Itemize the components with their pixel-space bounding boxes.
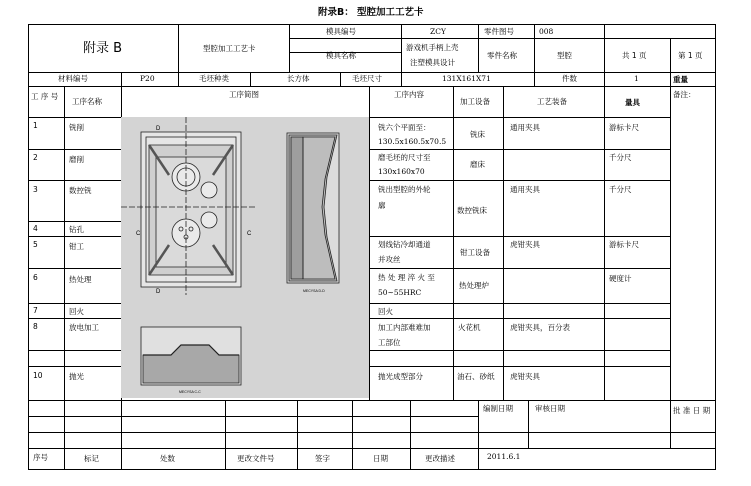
part-no-value: ZCY (430, 27, 446, 36)
step-content: 铣六个平面至： (378, 123, 431, 132)
quantity-value: 1 (634, 74, 639, 83)
section-cc-caption: MECYSA C-C (179, 390, 201, 394)
step-tool: 游标卡尺 (609, 240, 639, 249)
step-content: 划线钻冷却通道 (378, 240, 431, 249)
step-no: 1 (33, 121, 38, 130)
blank-type-value: 长方体 (287, 74, 310, 83)
approve-date-label: 批 准 日 期 (673, 406, 711, 415)
step-equipment: 磨床 (470, 160, 485, 169)
change-doc-label: 更改文件号 (237, 454, 275, 463)
step-content: 抛光成型部分 (378, 372, 423, 381)
step-name: 抛光 (69, 372, 84, 381)
col-step-no: 工 序 号 (31, 92, 59, 101)
quantity-label: 件数 (562, 74, 577, 83)
label-d-bottom: D (156, 289, 161, 295)
part-no-label: 模具编号 (326, 27, 356, 36)
step-tool: 硬度计 (609, 274, 632, 283)
mark-label: 标记 (84, 454, 99, 463)
date-label: 日期 (373, 454, 388, 463)
step-tool: 游标卡尺 (609, 123, 639, 132)
blank-size-label: 毛坯尺寸 (352, 74, 382, 83)
page-title: 附录B： 型腔加工工艺卡 (318, 7, 424, 18)
step-fixture: 虎钳夹具 (510, 240, 540, 249)
label-c-left: C (136, 231, 141, 237)
mold-name-value-1: 游戏机手柄上壳 (406, 43, 459, 52)
count-label: 处数 (160, 454, 175, 463)
sign-label: 签字 (315, 454, 330, 463)
step-name: 热处理 (69, 275, 92, 284)
step-content: 热 处 理 淬 火 至 (378, 273, 435, 282)
col-tool: 量具 (625, 98, 640, 107)
step-content: 130x160x70 (378, 167, 425, 176)
step-name: 钻孔 (69, 225, 84, 234)
section-dd-view (287, 133, 339, 283)
step-content: 回火 (378, 307, 393, 316)
col-remark: 备注： (673, 90, 696, 99)
blank-type-label: 毛坯种类 (199, 74, 229, 83)
step-equipment: 油石、砂纸 (457, 372, 495, 381)
step-fixture: 虎钳夹具，百分表 (510, 323, 570, 332)
step-content: 50~55HRC (378, 288, 422, 297)
card-name: 型腔加工工艺卡 (203, 44, 256, 53)
part-name-label: 零件名称 (487, 51, 517, 60)
drawing-no-label: 零件图号 (484, 27, 514, 36)
section-cc-view (141, 327, 241, 385)
step-content: 工部位 (378, 338, 401, 347)
prepared-date-label: 编制日期 (483, 404, 513, 413)
total-pages: 共 1 页 (622, 51, 647, 60)
mold-drawing (121, 117, 369, 398)
label-c-right: C (247, 231, 252, 237)
section-dd-caption: MECYSA D-D (303, 289, 325, 293)
col-step-name: 工序名称 (72, 97, 102, 106)
plan-view (121, 117, 256, 295)
appendix-label: 附录 B (83, 41, 123, 56)
step-equipment: 钳工设备 (460, 248, 490, 257)
step-equipment: 铣床 (470, 130, 485, 139)
label-d-top: D (156, 126, 161, 132)
col-fixture: 工艺装备 (537, 97, 567, 106)
seq-label: 序号 (33, 453, 48, 462)
change-desc-label: 更改描述 (425, 454, 455, 463)
step-fixture: 通用夹具 (510, 185, 540, 194)
step-fixture: 虎钳夹具 (510, 372, 540, 381)
step-content: 铣出型腔的外轮 (378, 185, 431, 194)
col-equipment: 加工设备 (460, 97, 490, 106)
page-no: 第 1 页 (678, 51, 703, 60)
blank-size-value: 131X161X71 (442, 74, 491, 83)
step-name: 回火 (69, 307, 84, 316)
step-content: 廓 (378, 201, 386, 210)
step-no: 6 (33, 273, 38, 282)
process-sketch (121, 117, 369, 398)
step-content: 磨毛坯的尺寸至 (378, 153, 431, 162)
step-no: 4 (33, 224, 38, 233)
step-equipment: 火花机 (458, 323, 481, 332)
step-content: 并攻丝 (378, 255, 401, 264)
step-equipment: 数控铣床 (457, 206, 487, 215)
step-no: 2 (33, 153, 38, 162)
step-tool: 千分尺 (609, 185, 632, 194)
step-no: 8 (33, 322, 38, 331)
col-step-sketch: 工序简图 (229, 90, 259, 99)
review-date-label: 审核日期 (535, 404, 565, 413)
part-name-value: 型腔 (557, 51, 572, 60)
material-no-label: 材料编号 (58, 74, 88, 83)
weight-label: 重量 (673, 75, 688, 84)
step-name: 磨削 (69, 155, 84, 164)
step-no: 5 (33, 240, 38, 249)
step-equipment: 热处理炉 (459, 281, 489, 290)
step-tool: 千分尺 (609, 153, 632, 162)
step-no: 7 (33, 306, 38, 315)
step-fixture: 通用夹具 (510, 123, 540, 132)
step-name: 铣削 (69, 123, 84, 132)
drawing-no-value: 008 (539, 27, 554, 36)
step-no: 10 (33, 371, 43, 380)
step-name: 数控铣 (69, 186, 92, 195)
step-name: 放电加工 (69, 323, 99, 332)
step-content: 130.5x160.5x70.5 (378, 137, 447, 146)
material-no-value: P20 (140, 74, 155, 83)
mold-name-value-2: 注塑模具设计 (410, 58, 455, 67)
step-no: 3 (33, 185, 38, 194)
col-step-content: 工序内容 (394, 90, 424, 99)
step-name: 钳工 (69, 242, 84, 251)
step-content: 加工内部难难加 (378, 323, 431, 332)
date-value: 2011.6.1 (487, 452, 521, 461)
mold-name-label: 模具名称 (326, 51, 356, 60)
